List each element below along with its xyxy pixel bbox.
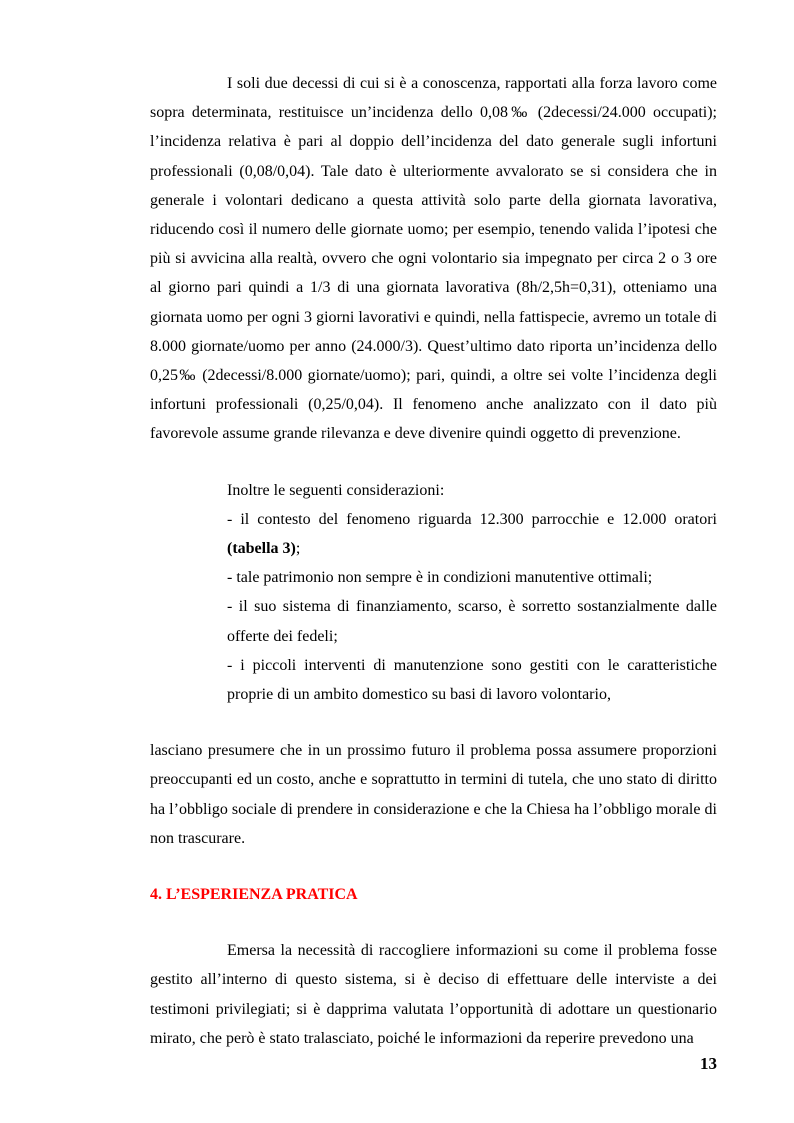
paragraph-experience: Emersa la necessità di raccogliere informazioni su come il problema fosse gestito all’interno di questo sistema, si è deciso di effettuare delle interviste a dei testimoni privilegiati; si è dapprima valutata l’opportunità di adottare un questionario mirato, che però è stato tralasciato, poiché le informazioni da reperire prevedono una xyxy=(150,942,717,1047)
section-heading: 4. L’ESPERIENZA PRATICA xyxy=(150,886,358,904)
list-item-text: - il contesto del fenomeno riguarda 12.300 parrocchie e 12.000 oratori xyxy=(227,510,717,528)
spacer xyxy=(150,449,717,476)
spacer xyxy=(150,853,717,880)
table-reference: (tabella 3) xyxy=(227,540,296,558)
document-page xyxy=(150,69,717,1053)
list-item-maintenance: - tale patrimonio non sempre è in condizioni manutentive ottimali; xyxy=(227,569,653,587)
list-item-funding: - il suo sistema di finanziamento, scarso, è sorretto sostanzialmente dalle offerte dei fedeli; xyxy=(227,598,717,645)
list-item-end: ; xyxy=(295,540,301,558)
page-number: 13 xyxy=(700,1054,717,1073)
list-item-interventions: - i piccoli interventi di manutenzione sono gestiti con le caratteristiche proprie di un ambito domestico su basi di lavoro volontario, xyxy=(227,656,717,704)
spacer xyxy=(150,709,717,736)
paragraph-conclusion: lasciano presumere che in un prossimo futuro il problema possa assumere proporzioni preoccupanti ed un costo, anche e soprattutto in termini di tutela, che uno stato di diritto ha l’obbligo sociale di prendere in considerazione e che la Chiesa ha l’obbligo morale di non trascurare. xyxy=(150,742,717,847)
list-item-context xyxy=(227,505,717,563)
considerations-list xyxy=(227,476,717,710)
paragraph-incidence: I soli due decessi di cui si è a conoscenza, rapportati alla forza lavoro come sopra determinata, restituisce un’incidenza dello 0,08‰ (2decessi/24.000 occupati); l’incidenza relativa è pari al doppio dell’incidenza del dato generale sugli infortuni professionali (0,08/0,04). Tale dato è ulteriormente avvalorato se si considera che in generale i volontari dedicano a questa attività solo parte della giornata lavorativa, riducendo così il numero delle giornate uomo; per esempio, tenendo valida l’ipotesi che più si avvicina alla realtà, ovvero che ogni volontario sia impegnato per circa 2 o 3 ore al giorno pari quindi a 1/3 di una giornata lavorativa (8h/2,5h=0,31), otteniamo una giornata uomo per ogni 3 giorni lavorativi e quindi, nella fattispecie, avremo un totale di 8.000 giornate/uomo per anno (24.000/3). Quest’ultimo dato riporta un’incidenza dello 0,25‰ (2decessi/8.000 giornate/uomo); pari, quindi, a oltre sei volte l’incidenza degli infortuni professionali (0,25/0,04). Il fenomeno anche analizzato con il dato più favorevole assume grande rilevanza e deve divenire quindi oggetto di prevenzione. xyxy=(150,75,717,443)
considerations-intro: Inoltre le seguenti considerazioni: xyxy=(227,481,445,499)
spacer xyxy=(150,909,717,936)
